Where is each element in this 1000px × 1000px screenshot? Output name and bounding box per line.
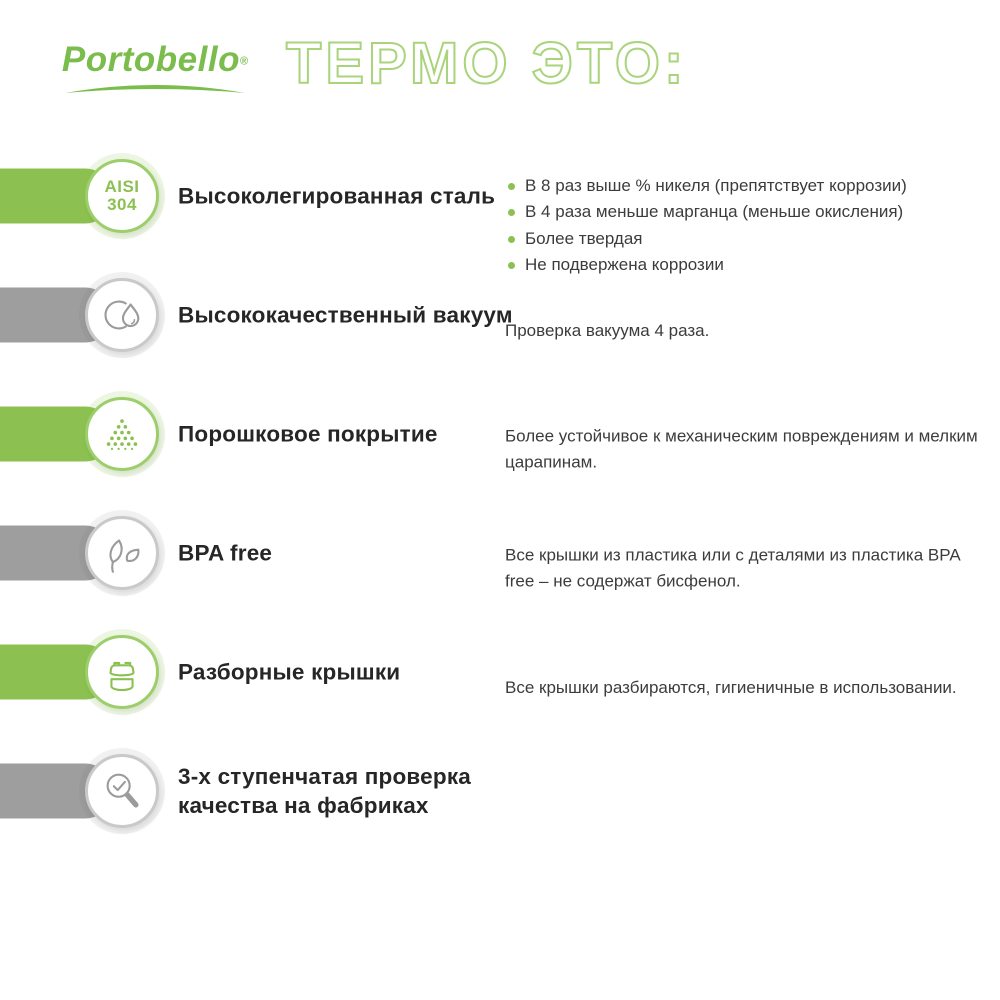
bullet-item: Более твердая xyxy=(505,226,992,253)
feature-title: Высококачественный вакуум xyxy=(178,301,513,327)
feature-row xyxy=(0,374,1000,493)
lid-parts-icon xyxy=(99,649,145,695)
feature-description-text: Все крышки разбираются, гигиеничные в использовании. xyxy=(505,677,957,697)
feature-row xyxy=(0,612,1000,731)
feature-row xyxy=(0,136,1000,274)
bullet-item: В 8 раз выше % никеля (препятствует коррозии) xyxy=(505,173,992,200)
feature-title: Разборные крышки xyxy=(178,658,401,684)
feature-row xyxy=(0,493,1000,612)
feature-description xyxy=(505,542,992,595)
logo-swoosh-underline xyxy=(64,82,246,96)
feature-title: Высоколегированная сталь xyxy=(178,182,496,208)
bullet-item: Не подвержена коррозии xyxy=(505,252,992,279)
bullet-item: В 4 раза меньше марганца (меньше окисления) xyxy=(505,199,992,226)
aisi-304-badge: AISI 304 xyxy=(104,176,140,214)
feature-icon-circle xyxy=(85,754,159,828)
feature-row xyxy=(0,731,1000,850)
feature-title: 3-х ступенчатая проверка качества на фабриках xyxy=(178,763,472,818)
feature-icon-circle xyxy=(85,159,159,233)
vacuum-drop-icon xyxy=(99,292,145,338)
bpa-leaves-icon xyxy=(99,530,145,576)
registered-trademark: ® xyxy=(239,55,249,68)
brand-logo-text: Portobello xyxy=(61,40,240,79)
feature-icon-circle xyxy=(85,635,159,709)
feature-icon-circle xyxy=(85,516,159,590)
brand-logo xyxy=(60,40,250,96)
feature-title: Порошковое покрытие xyxy=(178,420,438,446)
feature-icon-circle xyxy=(85,278,159,352)
features-list xyxy=(0,136,1000,850)
powder-coating-icon xyxy=(99,411,145,457)
feature-description-text: Проверка вакуума 4 раза. xyxy=(505,320,710,340)
feature-description-text: Более устойчивое к механическим повреждениям и мелким царапинам. xyxy=(505,426,978,472)
feature-description xyxy=(505,674,992,700)
magnifier-check-icon xyxy=(99,768,145,814)
page-title: ТЕРМО ЭТО: xyxy=(286,31,688,96)
feature-description xyxy=(505,423,992,476)
feature-row xyxy=(0,255,1000,374)
feature-title: BPA free xyxy=(178,539,273,565)
feature-description-text: Все крышки из пластика или с деталями из пластика BPA free – не содержат бисфенол. xyxy=(505,545,960,591)
feature-description xyxy=(505,317,992,343)
feature-icon-circle xyxy=(85,397,159,471)
